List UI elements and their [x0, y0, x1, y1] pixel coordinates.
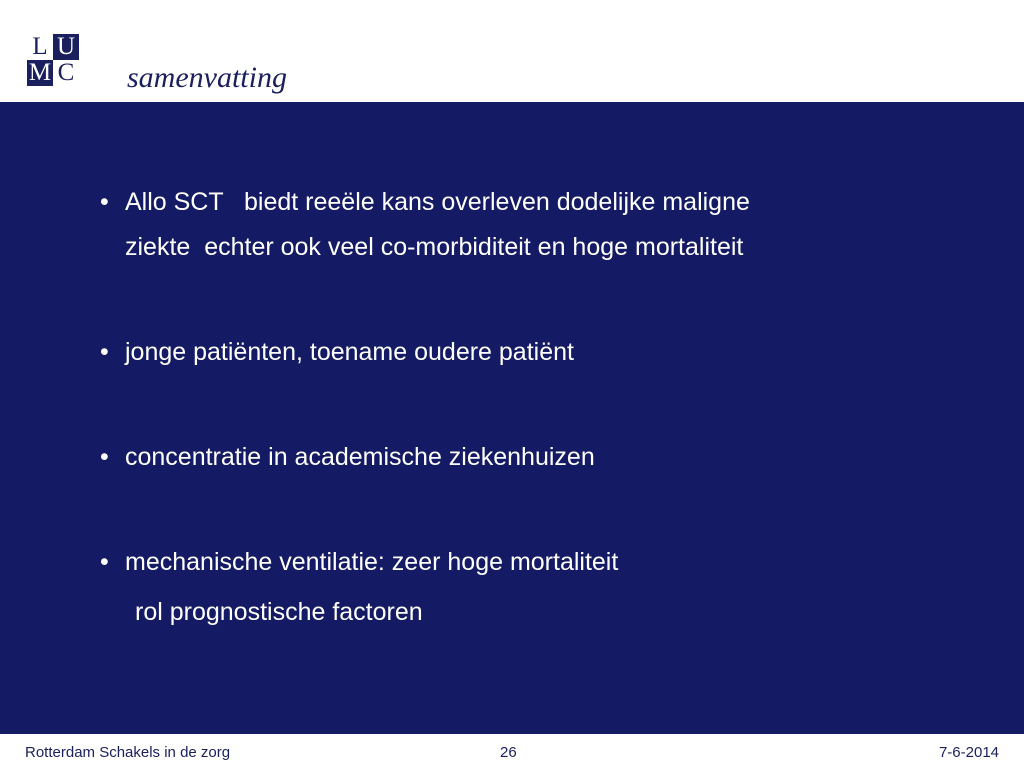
bullet-item: [100, 180, 980, 270]
bullet-text: • mechanische ventilatie: zeer hoge mortaliteit: [125, 548, 619, 576]
bullet-text-continuation: ziekte echter ook veel co-morbiditeit en hoge mortaliteit: [125, 233, 744, 261]
slide-title: samenvatting: [127, 61, 287, 94]
lumc-logo: [27, 34, 79, 86]
footer-page-number: 26: [500, 744, 517, 761]
footer-date: 7-6-2014: [938, 744, 999, 761]
logo-letter-m: M: [28, 59, 52, 86]
slide-footer: [0, 734, 1024, 768]
footer-presentation-title: Rotterdam Schakels in de zorg: [25, 744, 231, 761]
logo-letter-l: L: [27, 34, 53, 60]
slide-header: [0, 0, 1024, 100]
bullet-list: [100, 180, 980, 635]
bullet-text: • Allo SCT biedt reeële kans overleven dodelijke maligne: [125, 188, 750, 216]
bullet-item: [100, 540, 980, 635]
content-panel: [0, 102, 1024, 734]
bullet-text-continuation: rol prognostische factoren: [135, 598, 423, 626]
bullet-item: [100, 435, 980, 480]
bullet-item: [100, 330, 980, 375]
logo-letter-u: U: [53, 34, 79, 60]
bullet-text: • concentratie in academische ziekenhuizen: [125, 443, 595, 471]
bullet-text: • jonge patiënten, toename oudere patiënt: [125, 338, 574, 366]
logo-letter-c: C: [53, 60, 79, 86]
